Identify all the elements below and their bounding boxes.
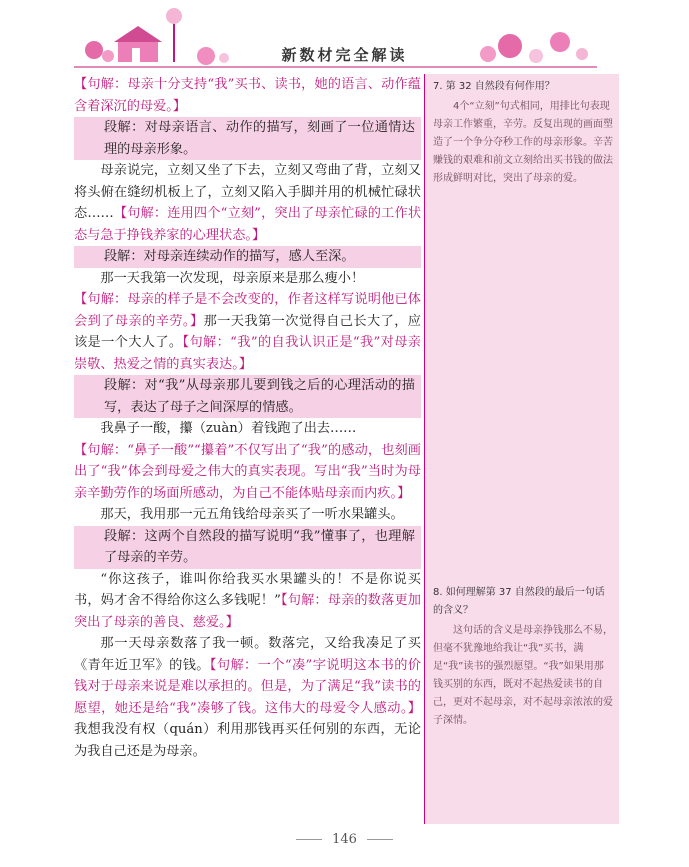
sidebar-questions — [424, 74, 619, 824]
answer-8: 这句话的含义是母亲挣钱那么不易，但毫不犹豫地给我让“我”买书，满足“我”读书的强烈愿望。“我”如果用那钱买别的东西，既对不起热爱读书的自己，更对不起母亲，对不起母亲浓浓的爱子深情。 — [433, 625, 613, 726]
header-title: 新数材完全解读 — [281, 46, 408, 64]
sentence-note: 【句解：“我”的自我认识正是“我”对母亲崇敬、热爱之情的真实表达。】 — [74, 335, 421, 372]
page-number-text: 146 — [332, 832, 357, 847]
paragraph-note-box: 段解：对母亲连续动作的描写，感人至深。 — [74, 246, 421, 268]
body-text: 那一天我第一次觉得自己长大了，应该是一个大人了。 — [74, 313, 421, 350]
question-7: 7. 第 32 自然段有何作用？ — [433, 81, 555, 92]
main-text-column — [74, 74, 421, 824]
body-paragraph — [74, 268, 421, 290]
body-paragraph — [74, 289, 421, 375]
body-paragraph — [74, 160, 421, 246]
body-text: “你这孩子，谁叫你给我买水果罐头的！不是你说买书，妈才舍不得给你这么多钱呢！” — [74, 571, 421, 608]
body-text: 那天，我用那一元五角钱给母亲买了一听水果罐头。 — [100, 507, 404, 522]
question-8: 8. 如何理解第 37 自然段的最后一句话的含义？ — [433, 587, 605, 616]
body-paragraph — [74, 418, 421, 440]
paragraph-note-box: 段解：这两个自然段的描写说明“我”懂事了，也理解了母亲的辛劳。 — [74, 526, 421, 569]
body-text: 我想我没有权（quán）利用那钱再买任何别的东西，无论为我自己还是为母亲。 — [74, 722, 421, 759]
sentence-note: 【句解：母亲十分支持“我”买书、读书，她的语言、动作蕴含着深沉的母爱。】 — [74, 77, 421, 114]
page-number — [0, 832, 689, 847]
question-8-block — [425, 580, 619, 730]
body-paragraph — [74, 504, 421, 526]
answer-7: 4个“立刻”句式相同，用排比句表现母亲工作繁重，辛劳。反复出现的画面塑造了一个争分夺秒工作的母亲形象。辛苦赚钱的艰难和前文立刻给出买书钱的做法形成鲜明对比，突出了母亲的爱。 — [433, 101, 613, 184]
body-text: 那一天母亲数落了我一顿。数落完，又给我凑足了买《青年近卫军》的钱。 — [74, 636, 421, 673]
paragraph-note-box: 段解：对母亲语言、动作的描写，刻画了一位通情达理的母亲形象。 — [74, 117, 421, 160]
paragraph-note-box: 段解：对“我”从母亲那儿要到钱之后的心理活动的描写，表达了母子之间深厚的情感。 — [74, 375, 421, 418]
sentence-note: 【句解：“鼻子一酸”“攥着”不仅写出了“我”的感动，也刻画出了“我”体会到母爱之伟大的真实表现。写出“我”当时为母亲辛勤劳作的场面所感动，为自己不能体贴母亲而内疚。】 — [74, 442, 421, 501]
page-header — [0, 0, 689, 74]
header-rule — [74, 66, 597, 68]
sentence-note: 【句解：母亲的数落更加突出了母亲的善良、慈爱。】 — [74, 593, 421, 630]
body-text: 我鼻子一酸，攥（zuàn）着钱跑了出去…… — [100, 421, 357, 436]
sentence-note: 【句解：一个“凑”字说明这本书的价钱对于母亲来说是难以承担的。但是，为了满足“我”读书的愿望，她还是给“我”凑够了钱。这伟大的母爱令人感动。】 — [74, 657, 421, 716]
sentence-note: 【句解：连用四个“立刻”，突出了母亲忙碌的工作状态与急于挣钱养家的心理状态。】 — [74, 206, 421, 243]
page-number-dash-left — [296, 839, 322, 840]
sentence-note: 【句解：母亲的样子是不会改变的，作者这样写说明他已体会到了母亲的辛劳。】 — [74, 292, 421, 329]
page-number-dash-right — [367, 839, 393, 840]
body-paragraph — [74, 569, 421, 634]
body-paragraph — [74, 633, 421, 762]
body-text: 母亲说完，立刻又坐了下去，立刻又弯曲了背，立刻又将头俯在缝纫机板上了，立刻又陷入手脚并用的机械忙碌状态…… — [74, 163, 421, 221]
body-text: 那一天我第一次发现，母亲原来是那么瘦小！ — [100, 270, 365, 286]
